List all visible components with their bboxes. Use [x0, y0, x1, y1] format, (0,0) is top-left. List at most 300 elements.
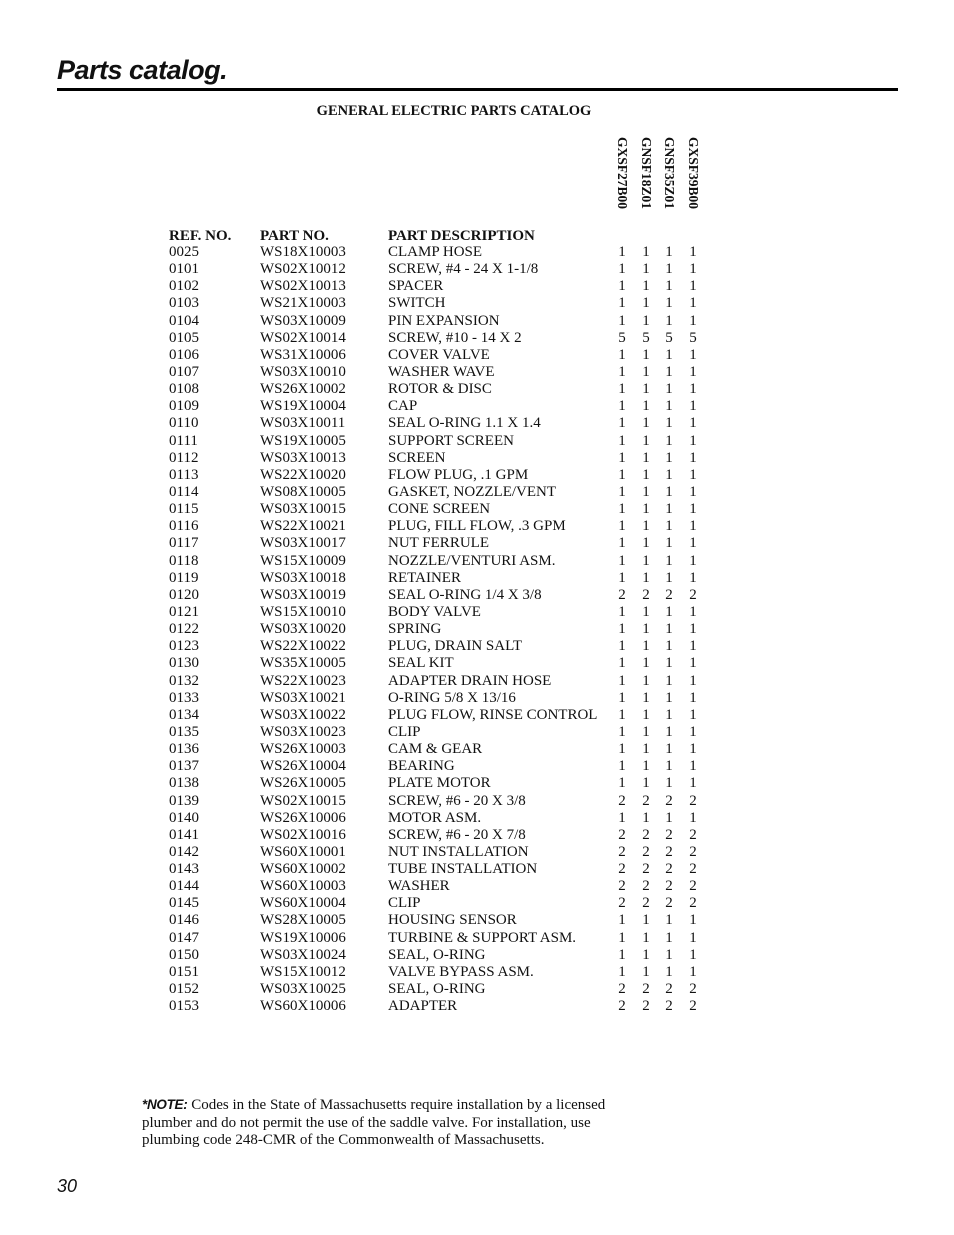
quantity: 1 — [665, 638, 673, 655]
ref-no: 0134 — [169, 706, 199, 723]
quantity: 1 — [642, 535, 650, 552]
model-header: GNSF18Z01 — [639, 137, 654, 210]
ref-no: 0103 — [169, 295, 199, 312]
quantity: 1 — [665, 706, 673, 723]
quantity: 1 — [665, 415, 673, 432]
quantity: 1 — [642, 295, 650, 312]
table-row — [0, 398, 954, 415]
quantity: 1 — [642, 278, 650, 295]
quantity: 1 — [642, 946, 650, 963]
part-no: WS03X10011 — [260, 415, 346, 432]
quantity: 1 — [642, 603, 650, 620]
part-no: WS03X10021 — [260, 689, 346, 706]
table-row — [0, 844, 954, 861]
part-no: WS03X10023 — [260, 723, 346, 740]
quantity: 1 — [665, 621, 673, 638]
table-row — [0, 673, 954, 690]
quantity: 1 — [665, 398, 673, 415]
quantity: 1 — [642, 706, 650, 723]
quantity: 1 — [689, 603, 697, 620]
ref-no: 0117 — [169, 535, 199, 552]
ref-no: 0106 — [169, 346, 199, 363]
part-description: GASKET, NOZZLE/VENT — [388, 483, 557, 500]
ref-no: 0141 — [169, 826, 199, 843]
installation-note — [142, 1096, 642, 1150]
part-description: CONE SCREEN — [388, 501, 491, 518]
quantity: 1 — [642, 346, 650, 363]
quantity: 1 — [618, 278, 626, 295]
part-no: WS03X10010 — [260, 363, 346, 380]
parts-table-body — [0, 244, 954, 1015]
catalog-title: GENERAL ELECTRIC PARTS CATALOG — [316, 103, 592, 119]
quantity: 2 — [665, 792, 673, 809]
part-no: WS02X10015 — [260, 792, 346, 809]
ref-no: 0118 — [169, 552, 199, 569]
table-row — [0, 313, 954, 330]
quantity: 1 — [665, 244, 673, 260]
part-description: SCREEN — [388, 449, 446, 466]
quantity: 2 — [642, 895, 650, 912]
quantity: 1 — [689, 483, 697, 500]
ref-no: 0110 — [169, 415, 199, 432]
quantity: 1 — [689, 518, 697, 535]
quantity: 1 — [642, 655, 650, 672]
table-row — [0, 758, 954, 775]
quantity: 1 — [642, 638, 650, 655]
quantity: 1 — [618, 603, 626, 620]
part-description: WASHER WAVE — [388, 363, 495, 380]
ref-no: 0105 — [169, 329, 199, 346]
part-no: WS03X10020 — [260, 621, 346, 638]
part-description: CLIP — [388, 723, 421, 740]
quantity: 2 — [689, 878, 697, 895]
quantity: 1 — [618, 244, 626, 260]
quantity: 2 — [665, 878, 673, 895]
ref-no: 0143 — [169, 861, 199, 878]
table-row — [0, 638, 954, 655]
quantity: 1 — [642, 449, 650, 466]
quantity: 2 — [642, 998, 650, 1015]
header-divider — [57, 88, 898, 91]
part-description: CLAMP HOSE — [388, 244, 483, 260]
part-no: WS03X10017 — [260, 535, 346, 552]
page-title: Parts catalog. — [57, 55, 228, 85]
part-description: SEAL O-RING 1/4 X 3/8 — [388, 586, 542, 603]
ref-no: 0108 — [169, 381, 199, 398]
quantity: 2 — [642, 981, 650, 998]
table-row — [0, 244, 954, 261]
quantity: 1 — [642, 723, 650, 740]
part-no: WS19X10005 — [260, 432, 346, 449]
ref-no: 0137 — [169, 758, 199, 775]
quantity: 1 — [689, 415, 697, 432]
quantity: 1 — [665, 655, 673, 672]
quantity: 1 — [689, 278, 697, 295]
ref-no: 0132 — [169, 672, 199, 689]
table-row — [0, 535, 954, 552]
table-row — [0, 433, 954, 450]
table-row — [0, 415, 954, 432]
ref-no: 0152 — [169, 981, 199, 998]
quantity: 1 — [665, 295, 673, 312]
quantity: 1 — [618, 929, 626, 946]
ref-no: 0112 — [169, 449, 199, 466]
quantity: 1 — [665, 569, 673, 586]
ref-no: 0113 — [169, 466, 199, 483]
table-row — [0, 330, 954, 347]
part-description: PLUG, DRAIN SALT — [388, 638, 523, 655]
column-header-ref: REF. NO. — [169, 228, 232, 244]
quantity: 5 — [689, 329, 697, 346]
quantity: 1 — [689, 809, 697, 826]
quantity: 1 — [618, 741, 626, 758]
part-description: SCREW, #6 - 20 X 3/8 — [388, 792, 526, 809]
table-row — [0, 707, 954, 724]
quantity: 1 — [689, 775, 697, 792]
quantity: 1 — [642, 775, 650, 792]
part-description: FLOW PLUG, .1 GPM — [388, 466, 529, 483]
quantity: 1 — [665, 261, 673, 278]
table-row — [0, 553, 954, 570]
part-description: ADAPTER — [388, 998, 458, 1015]
table-row — [0, 604, 954, 621]
note-text: Codes in the State of Massachusetts require installation by a licensed plumber and do not permit the use of the saddle valve. For installation, use plumbing code 248-CMR of the Commonwealth of Massachusetts. — [142, 1097, 606, 1148]
part-description: CLIP — [388, 895, 421, 912]
quantity: 1 — [642, 809, 650, 826]
table-row — [0, 827, 954, 844]
ref-no: 0122 — [169, 621, 199, 638]
part-no: WS03X10025 — [260, 981, 346, 998]
quantity: 1 — [642, 518, 650, 535]
part-no: WS15X10009 — [260, 552, 346, 569]
ref-no: 0145 — [169, 895, 199, 912]
part-no: WS60X10006 — [260, 998, 346, 1015]
quantity: 1 — [665, 929, 673, 946]
table-row — [0, 518, 954, 535]
quantity: 2 — [618, 998, 626, 1015]
table-row — [0, 724, 954, 741]
quantity: 1 — [689, 689, 697, 706]
quantity: 1 — [665, 432, 673, 449]
ref-no: 0101 — [169, 261, 199, 278]
part-no: WS26X10006 — [260, 809, 346, 826]
quantity: 1 — [618, 912, 626, 929]
part-no: WS15X10012 — [260, 963, 346, 980]
quantity: 1 — [665, 809, 673, 826]
quantity: 1 — [689, 758, 697, 775]
table-row — [0, 655, 954, 672]
part-description: SWITCH — [388, 295, 446, 312]
quantity: 1 — [618, 569, 626, 586]
quantity: 1 — [665, 689, 673, 706]
quantity: 1 — [642, 929, 650, 946]
quantity: 1 — [642, 432, 650, 449]
quantity: 1 — [665, 449, 673, 466]
quantity: 1 — [689, 449, 697, 466]
column-header-part: PART NO. — [260, 228, 329, 244]
quantity: 1 — [642, 912, 650, 929]
ref-no: 0133 — [169, 689, 199, 706]
quantity: 1 — [618, 809, 626, 826]
quantity: 2 — [618, 981, 626, 998]
quantity: 1 — [689, 346, 697, 363]
quantity: 2 — [618, 878, 626, 895]
quantity: 1 — [665, 278, 673, 295]
part-no: WS03X10018 — [260, 569, 346, 586]
table-row — [0, 861, 954, 878]
quantity: 1 — [618, 449, 626, 466]
part-no: WS19X10004 — [260, 398, 346, 415]
part-no: WS03X10015 — [260, 501, 346, 518]
quantity: 2 — [665, 998, 673, 1015]
part-description: ADAPTER DRAIN HOSE — [388, 672, 552, 689]
part-no: WS35X10005 — [260, 655, 346, 672]
part-description: HOUSING SENSOR — [388, 912, 517, 929]
quantity: 1 — [618, 363, 626, 380]
quantity: 1 — [689, 706, 697, 723]
part-description: SEAL, O-RING — [388, 946, 486, 963]
quantity: 1 — [642, 672, 650, 689]
quantity: 1 — [618, 346, 626, 363]
quantity: 1 — [689, 741, 697, 758]
table-row — [0, 964, 954, 981]
quantity: 1 — [618, 723, 626, 740]
part-description: CAM & GEAR — [388, 741, 483, 758]
quantity: 1 — [665, 483, 673, 500]
part-description: WASHER — [388, 878, 450, 895]
ref-no: 0144 — [169, 878, 199, 895]
quantity: 2 — [642, 586, 650, 603]
ref-no: 0109 — [169, 398, 199, 415]
quantity: 2 — [642, 878, 650, 895]
part-no: WS18X10003 — [260, 244, 346, 260]
quantity: 1 — [642, 552, 650, 569]
quantity: 1 — [689, 638, 697, 655]
table-row — [0, 912, 954, 929]
quantity: 1 — [642, 415, 650, 432]
part-no: WS03X10019 — [260, 586, 346, 603]
ref-no: 0140 — [169, 809, 199, 826]
part-description: SPACER — [388, 278, 444, 295]
table-row — [0, 450, 954, 467]
part-no: WS03X10013 — [260, 449, 346, 466]
quantity: 1 — [618, 552, 626, 569]
quantity: 2 — [689, 981, 697, 998]
ref-no: 0115 — [169, 501, 199, 518]
quantity: 1 — [665, 552, 673, 569]
quantity: 1 — [689, 261, 697, 278]
table-row — [0, 775, 954, 792]
quantity: 2 — [642, 861, 650, 878]
table-row — [0, 878, 954, 895]
quantity: 2 — [618, 586, 626, 603]
quantity: 1 — [642, 244, 650, 260]
quantity: 2 — [642, 826, 650, 843]
table-row — [0, 467, 954, 484]
quantity: 1 — [665, 963, 673, 980]
part-no: WS03X10009 — [260, 312, 346, 329]
model-header: GXSF39B00 — [686, 137, 701, 210]
quantity: 1 — [665, 741, 673, 758]
quantity: 1 — [618, 706, 626, 723]
note-label: *NOTE: — [142, 1097, 188, 1112]
quantity: 1 — [689, 929, 697, 946]
quantity: 2 — [665, 826, 673, 843]
quantity: 1 — [665, 466, 673, 483]
quantity: 2 — [665, 586, 673, 603]
quantity: 1 — [689, 963, 697, 980]
quantity: 1 — [689, 501, 697, 518]
part-description: PLUG, FILL FLOW, .3 GPM — [388, 518, 566, 535]
part-no: WS22X10022 — [260, 638, 346, 655]
ref-no: 0150 — [169, 946, 199, 963]
model-header: GNSF35Z01 — [662, 137, 677, 210]
part-no: WS19X10006 — [260, 929, 346, 946]
column-header-description: PART DESCRIPTION — [388, 228, 535, 244]
part-description: NOZZLE/VENTURI ASM. — [388, 552, 556, 569]
ref-no: 0025 — [169, 244, 199, 260]
quantity: 2 — [618, 826, 626, 843]
part-no: WS22X10021 — [260, 518, 346, 535]
ref-no: 0146 — [169, 912, 199, 929]
part-no: WS60X10002 — [260, 861, 346, 878]
quantity: 1 — [642, 501, 650, 518]
part-description: SUPPORT SCREEN — [388, 432, 514, 449]
quantity: 1 — [689, 723, 697, 740]
ref-no: 0138 — [169, 775, 199, 792]
part-no: WS60X10003 — [260, 878, 346, 895]
ref-no: 0116 — [169, 518, 199, 535]
quantity: 1 — [618, 963, 626, 980]
quantity: 1 — [618, 518, 626, 535]
quantity: 1 — [689, 381, 697, 398]
quantity: 1 — [642, 758, 650, 775]
table-row — [0, 621, 954, 638]
ref-no: 0153 — [169, 998, 199, 1015]
table-row — [0, 347, 954, 364]
quantity: 1 — [618, 295, 626, 312]
part-no: WS28X10005 — [260, 912, 346, 929]
part-no: WS31X10006 — [260, 346, 346, 363]
table-row — [0, 947, 954, 964]
quantity: 2 — [689, 861, 697, 878]
part-no: WS02X10013 — [260, 278, 346, 295]
table-row — [0, 261, 954, 278]
quantity: 1 — [642, 381, 650, 398]
part-description: SEAL O-RING 1.1 X 1.4 — [388, 415, 541, 432]
table-row — [0, 278, 954, 295]
quantity: 1 — [689, 535, 697, 552]
quantity: 1 — [618, 638, 626, 655]
quantity: 1 — [618, 621, 626, 638]
quantity: 1 — [689, 295, 697, 312]
quantity: 2 — [689, 826, 697, 843]
part-no: WS26X10004 — [260, 758, 346, 775]
model-header: GXSF27B00 — [615, 137, 630, 210]
table-row — [0, 570, 954, 587]
quantity: 1 — [618, 655, 626, 672]
quantity: 1 — [618, 483, 626, 500]
quantity: 1 — [618, 415, 626, 432]
part-description: PLUG FLOW, RINSE CONTROL — [388, 706, 598, 723]
quantity: 1 — [665, 501, 673, 518]
quantity: 1 — [618, 535, 626, 552]
table-row — [0, 295, 954, 312]
part-description: RETAINER — [388, 569, 461, 586]
quantity: 1 — [618, 381, 626, 398]
quantity: 1 — [618, 775, 626, 792]
ref-no: 0147 — [169, 929, 199, 946]
quantity: 1 — [665, 775, 673, 792]
quantity: 1 — [665, 363, 673, 380]
part-no: WS22X10020 — [260, 466, 346, 483]
quantity: 1 — [642, 569, 650, 586]
quantity: 1 — [642, 963, 650, 980]
quantity: 1 — [665, 912, 673, 929]
quantity: 1 — [689, 946, 697, 963]
part-description: SCREW, #6 - 20 X 7/8 — [388, 826, 526, 843]
quantity: 2 — [665, 861, 673, 878]
quantity: 1 — [642, 621, 650, 638]
ref-no: 0142 — [169, 843, 199, 860]
part-no: WS03X10022 — [260, 706, 346, 723]
part-no: WS26X10002 — [260, 381, 346, 398]
ref-no: 0123 — [169, 638, 199, 655]
quantity: 2 — [618, 792, 626, 809]
quantity: 1 — [642, 689, 650, 706]
quantity: 1 — [618, 466, 626, 483]
quantity: 1 — [618, 261, 626, 278]
quantity: 1 — [618, 758, 626, 775]
quantity: 1 — [689, 621, 697, 638]
page-number: 30 — [57, 1176, 78, 1196]
part-description: SCREW, #4 - 24 X 1-1/8 — [388, 261, 539, 278]
quantity: 2 — [642, 843, 650, 860]
part-description: BODY VALVE — [388, 603, 481, 620]
part-description: TURBINE & SUPPORT ASM. — [388, 929, 577, 946]
quantity: 1 — [689, 466, 697, 483]
quantity: 2 — [689, 843, 697, 860]
table-row — [0, 741, 954, 758]
part-description: SCREW, #10 - 14 X 2 — [388, 329, 522, 346]
ref-no: 0102 — [169, 278, 199, 295]
ref-no: 0107 — [169, 363, 199, 380]
quantity: 2 — [665, 981, 673, 998]
quantity: 1 — [665, 518, 673, 535]
ref-no: 0136 — [169, 741, 199, 758]
ref-no: 0135 — [169, 723, 199, 740]
quantity: 2 — [689, 895, 697, 912]
table-row — [0, 930, 954, 947]
quantity: 2 — [689, 792, 697, 809]
quantity: 1 — [642, 466, 650, 483]
quantity: 1 — [665, 312, 673, 329]
quantity: 1 — [642, 398, 650, 415]
quantity: 1 — [642, 261, 650, 278]
part-description: BEARING — [388, 758, 455, 775]
table-row — [0, 364, 954, 381]
quantity: 2 — [689, 998, 697, 1015]
part-no: WS60X10004 — [260, 895, 346, 912]
quantity: 1 — [618, 312, 626, 329]
quantity: 1 — [665, 723, 673, 740]
part-description: SEAL, O-RING — [388, 981, 486, 998]
quantity: 2 — [618, 843, 626, 860]
quantity: 1 — [618, 946, 626, 963]
ref-no: 0130 — [169, 655, 199, 672]
ref-no: 0114 — [169, 483, 199, 500]
part-no: WS21X10003 — [260, 295, 346, 312]
